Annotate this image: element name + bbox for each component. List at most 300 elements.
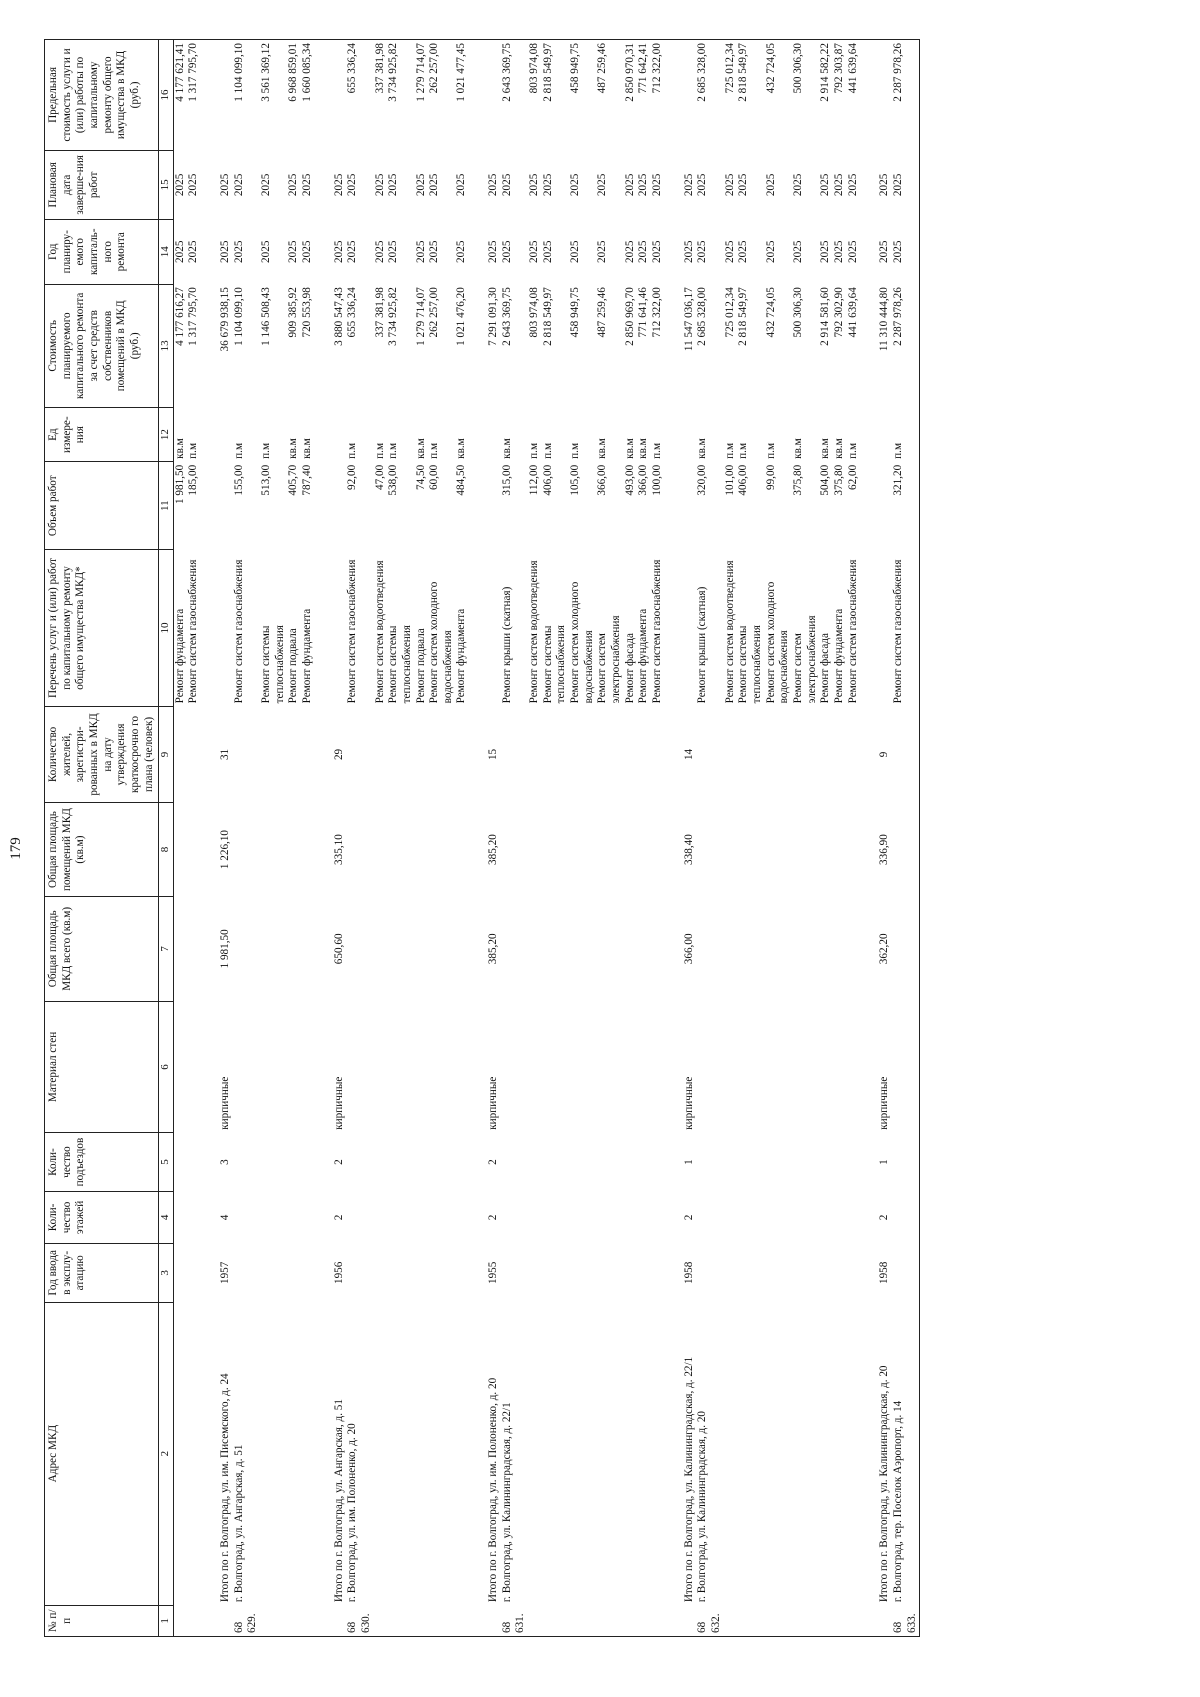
- column-header-3: Год ввода в эксплу-атацию: [45, 1244, 159, 1303]
- row-number: [455, 1605, 469, 1636]
- limit-cost: 500 306,30: [792, 40, 819, 151]
- residents: [696, 706, 723, 802]
- column-number-10: 10: [159, 550, 173, 707]
- completion-date: 2025: [373, 173, 386, 197]
- wall-material: [833, 1001, 847, 1133]
- address: Итого по г. Волгоград, ул. им. Полоненко, д. 20: [487, 1377, 500, 1603]
- total-area: [501, 897, 528, 1002]
- planned-cost: 36 679 938,15: [218, 287, 231, 352]
- residents: [765, 706, 792, 802]
- total-area: [892, 897, 920, 1002]
- planned-cost: 803 974,08: [528, 287, 541, 338]
- total-area: [624, 897, 638, 1002]
- unit: п.м: [723, 442, 736, 459]
- wall-material: кирпичные: [682, 1076, 695, 1130]
- wall-material: [301, 1001, 315, 1133]
- column-header-6: Материал стен: [45, 1001, 159, 1133]
- entrances: 2: [487, 1159, 500, 1165]
- total-area: [696, 897, 723, 1002]
- limit-cost: 2 914 582,22: [819, 40, 833, 151]
- wall-material: [892, 1001, 920, 1133]
- wall-material: кирпичные: [487, 1076, 500, 1130]
- planned-cost: 262 257,00: [428, 287, 441, 338]
- completion-date: 2025: [414, 173, 427, 197]
- column-number-row: [159, 40, 173, 1637]
- work-volume: 47,00: [373, 464, 386, 490]
- rooms-area: [637, 803, 651, 897]
- rooms-area: [569, 803, 596, 897]
- column-header-1: № п/п: [45, 1605, 159, 1636]
- page-number: 179: [8, 837, 24, 860]
- completion-date: 2025: [832, 173, 845, 197]
- residents: [173, 706, 187, 802]
- completion-date: 2025: [232, 173, 245, 197]
- total-area: 1 981,50: [218, 929, 231, 969]
- column-header-11: Объем работ: [45, 462, 159, 550]
- year-built: [596, 1244, 623, 1303]
- address: [833, 1302, 847, 1605]
- repair-year: 2025: [487, 240, 500, 263]
- planned-cost: 1 021 476,20: [455, 287, 468, 346]
- wall-material: кирпичные: [332, 1076, 345, 1130]
- address: [287, 1302, 301, 1605]
- rooms-area: [260, 803, 287, 897]
- limit-cost: 262 257,00: [428, 40, 455, 151]
- entrances: [765, 1133, 792, 1192]
- limit-cost: 6 968 859,01: [287, 40, 301, 151]
- entrances: [737, 1133, 764, 1192]
- rooms-area: [173, 803, 187, 897]
- rooms-area: [624, 803, 638, 897]
- repair-year: 2025: [651, 240, 663, 263]
- limit-cost: 2 685 328,00: [696, 40, 723, 151]
- residents: [892, 706, 920, 802]
- wall-material: [792, 1001, 819, 1133]
- rooms-area: [287, 803, 301, 897]
- planned-cost: 11 310 444,80: [878, 287, 891, 352]
- year-built: [892, 1244, 920, 1303]
- residents: [847, 706, 861, 802]
- year-built: [455, 1244, 469, 1303]
- row-number: [569, 1605, 596, 1636]
- row-number: [665, 1605, 697, 1636]
- work-type: Ремонт системы теплоснабжения: [737, 625, 763, 704]
- completion-date: 2025: [723, 173, 736, 197]
- repair-year: 2025: [596, 240, 609, 263]
- column-header-4: Коли-чество этажей: [45, 1191, 159, 1243]
- residents: [596, 706, 623, 802]
- repair-year: 2025: [173, 240, 186, 263]
- planned-cost: 720 553,98: [300, 287, 313, 338]
- work-volume: 375,80: [791, 464, 804, 496]
- year-built: [374, 1244, 388, 1303]
- completion-date: 2025: [819, 173, 832, 197]
- address: [596, 1302, 623, 1605]
- planned-cost: 337 381,98: [373, 287, 386, 338]
- floors: [287, 1191, 301, 1243]
- work-type: Ремонт систем холодного водоснабжения: [428, 581, 454, 704]
- completion-date: 2025: [500, 173, 513, 197]
- address-row: [346, 40, 373, 1637]
- work-type: Ремонт фасада: [623, 633, 636, 704]
- total-area: [819, 897, 833, 1002]
- unit: кв.м: [696, 438, 709, 459]
- limit-cost: 655 336,24: [346, 40, 373, 151]
- address: [260, 1302, 287, 1605]
- work-row: [260, 40, 287, 1637]
- unit: кв.м: [500, 438, 513, 459]
- year-built: [724, 1244, 738, 1303]
- unit: кв.м: [791, 438, 804, 459]
- work-volume: 366,00: [637, 464, 650, 496]
- floors: [455, 1191, 469, 1243]
- repair-year: 2025: [623, 240, 636, 263]
- work-type: Ремонт систем газоснабжения: [232, 559, 245, 704]
- floors: [569, 1191, 596, 1243]
- work-type: [201, 550, 233, 707]
- rooms-area: [233, 803, 260, 897]
- completion-date: 2025: [259, 173, 272, 197]
- wall-material: [637, 1001, 651, 1133]
- floors: 2: [332, 1214, 345, 1221]
- planned-cost: 712 322,00: [651, 287, 663, 338]
- rooms-area: [737, 803, 764, 897]
- unit: п.м: [232, 442, 245, 459]
- work-row: [847, 40, 861, 1637]
- floors: [428, 1191, 455, 1243]
- row-number: [287, 1605, 301, 1636]
- work-row: [569, 40, 596, 1637]
- work-row: [187, 40, 201, 1637]
- work-volume: 375,80: [832, 464, 845, 496]
- planned-cost: 3 734 925,82: [387, 287, 400, 346]
- residents: [387, 706, 414, 802]
- floors: [624, 1191, 638, 1243]
- column-number-8: 8: [159, 803, 173, 897]
- residents: 31: [218, 748, 231, 761]
- row-number: [469, 1605, 501, 1636]
- work-type: [469, 550, 501, 707]
- column-number-9: 9: [159, 706, 173, 802]
- planned-cost: 432 724,05: [764, 287, 777, 338]
- wall-material: [596, 1001, 623, 1133]
- floors: [187, 1191, 201, 1243]
- entrances: [792, 1133, 819, 1192]
- address: [455, 1302, 469, 1605]
- year-built: [287, 1244, 301, 1303]
- repair-year: 2025: [414, 240, 427, 263]
- floors: [346, 1191, 373, 1243]
- work-volume: [315, 462, 347, 550]
- floors: [765, 1191, 792, 1243]
- work-volume: 321,20: [892, 462, 920, 550]
- row-number: [860, 1605, 892, 1636]
- work-volume: 538,00: [387, 464, 400, 496]
- entrances: [187, 1133, 201, 1192]
- work-row: [737, 40, 764, 1637]
- limit-cost: 337 381,98: [374, 40, 388, 151]
- limit-cost: 3 561 369,12: [260, 40, 287, 151]
- row-number: [374, 1605, 388, 1636]
- completion-date: 2025: [764, 173, 777, 197]
- repair-year: 2025: [332, 240, 345, 263]
- year-built: [301, 1244, 315, 1303]
- row-number: [315, 1605, 347, 1636]
- unit: кв.м: [414, 438, 427, 459]
- work-row: [765, 40, 792, 1637]
- repair-year: 2025: [737, 240, 750, 263]
- rooms-area: [387, 803, 414, 897]
- rooms-area: 385,20: [487, 834, 500, 865]
- completion-date: 2025: [528, 173, 541, 197]
- row-number: 68 632.: [696, 1605, 723, 1636]
- row-number: [387, 1605, 414, 1636]
- rooms-area: [724, 803, 738, 897]
- work-volume: [201, 462, 233, 550]
- year-built: [833, 1244, 847, 1303]
- work-type: Ремонт крыши (скатная): [500, 586, 513, 704]
- row-number: [173, 1605, 187, 1636]
- planned-cost: 1 146 508,43: [259, 287, 272, 346]
- work-type: Ремонт фундамента: [300, 608, 313, 704]
- address: [542, 1302, 569, 1605]
- column-header-9: Количество жителей, зарегистри-рованных в МКД на дату утверждения краткосрочно го плана (человек): [45, 706, 159, 802]
- row-number: [651, 1605, 665, 1636]
- work-row: [651, 40, 665, 1637]
- entrances: 2: [332, 1159, 345, 1165]
- row-number: 68 631.: [501, 1605, 528, 1636]
- wall-material: [651, 1001, 665, 1133]
- address: [765, 1302, 792, 1605]
- total-area: [374, 897, 388, 1002]
- address-row: [501, 40, 528, 1637]
- planned-cost: 7 291 091,30: [487, 287, 500, 346]
- limit-cost: 1 660 085,34: [301, 40, 315, 151]
- unit: [201, 407, 233, 461]
- column-number-11: 11: [159, 462, 173, 550]
- unit: [469, 407, 501, 461]
- wall-material: [260, 1001, 287, 1133]
- unit: кв.м: [455, 438, 468, 459]
- address: [651, 1302, 665, 1605]
- unit: п.м: [259, 442, 272, 459]
- capital-repair-table: [44, 39, 920, 1637]
- completion-date: 2025: [218, 173, 231, 197]
- address: Итого по г. Волгоград, ул. Калининградская, д. 22/1: [682, 1356, 695, 1603]
- address: [737, 1302, 764, 1605]
- total-area: [301, 897, 315, 1002]
- work-type: [315, 550, 347, 707]
- wall-material: [847, 1001, 861, 1133]
- total-area: [428, 897, 455, 1002]
- entrances: [501, 1133, 528, 1192]
- planned-cost: 441 639,64: [846, 287, 859, 338]
- unit: п.м: [373, 442, 386, 459]
- limit-cost: 432 724,05: [765, 40, 792, 151]
- repair-year: 2025: [696, 240, 709, 263]
- row-number: [833, 1605, 847, 1636]
- row-number: [428, 1605, 455, 1636]
- row-number: [187, 1605, 201, 1636]
- year-built: 1956: [332, 1261, 345, 1284]
- limit-cost: 441 639,64: [847, 40, 861, 151]
- entrances: [528, 1133, 542, 1192]
- repair-year: 2025: [892, 219, 920, 284]
- limit-cost: 2 643 369,75: [501, 40, 528, 151]
- address-row: [696, 40, 723, 1637]
- work-volume: 406,00: [737, 464, 750, 496]
- work-volume: 100,00: [651, 464, 663, 496]
- entrances: 3: [218, 1159, 231, 1165]
- residents: 14: [682, 748, 695, 761]
- unit: п.м: [187, 442, 200, 459]
- completion-date: 2025: [696, 173, 709, 197]
- row-number: 68 633.: [892, 1605, 920, 1636]
- work-volume: 513,00: [259, 464, 272, 496]
- column-number-5: 5: [159, 1133, 173, 1192]
- completion-date: 2025: [455, 173, 468, 197]
- residents: [792, 706, 819, 802]
- entrances: [624, 1133, 638, 1192]
- entrances: [387, 1133, 414, 1192]
- limit-cost: 458 949,75: [569, 40, 596, 151]
- address: [624, 1302, 638, 1605]
- repair-year: 2025: [791, 240, 804, 263]
- planned-cost: 500 306,30: [791, 287, 804, 338]
- residents: 9: [878, 751, 891, 758]
- work-type: Ремонт подвала: [287, 628, 300, 704]
- entrances: [287, 1133, 301, 1192]
- year-built: [542, 1244, 569, 1303]
- work-row: [287, 40, 301, 1637]
- limit-cost: 1 317 795,70: [187, 40, 201, 151]
- floors: 2: [878, 1214, 891, 1221]
- unit: кв.м: [596, 438, 609, 459]
- work-volume: [860, 462, 892, 550]
- rooms-area: [596, 803, 623, 897]
- floors: [301, 1191, 315, 1243]
- column-number-1: 1: [159, 1605, 173, 1636]
- total-area: [528, 897, 542, 1002]
- completion-date: 2025: [892, 150, 920, 219]
- entrances: [847, 1133, 861, 1192]
- planned-cost: 1 104 099,10: [232, 287, 245, 346]
- wall-material: [765, 1001, 792, 1133]
- unit: п.м: [541, 442, 554, 459]
- completion-date: 2025: [737, 173, 750, 197]
- address: Итого по г. Волгоград, ул. Калининградская, д. 20: [878, 1365, 891, 1603]
- planned-cost: 2 643 369,75: [500, 287, 513, 346]
- rooms-area: 336,90: [878, 834, 891, 865]
- total-area: [260, 897, 287, 1002]
- unit: п.м: [764, 442, 777, 459]
- floors: [501, 1191, 528, 1243]
- residents: [415, 706, 429, 802]
- limit-cost: 712 322,00: [651, 40, 665, 151]
- floors: [596, 1191, 623, 1243]
- year-built: [765, 1244, 792, 1303]
- wall-material: [173, 1001, 187, 1133]
- year-built: [346, 1244, 373, 1303]
- work-type: Ремонт системы теплоснабжения: [387, 625, 413, 704]
- unit: п.м: [346, 442, 359, 459]
- unit: [315, 407, 347, 461]
- planned-cost: 1 279 714,07: [414, 287, 427, 346]
- work-volume: [469, 462, 501, 550]
- floors: [696, 1191, 723, 1243]
- wall-material: [724, 1001, 738, 1133]
- wall-material: [696, 1001, 723, 1133]
- address: [428, 1302, 455, 1605]
- total-area: 366,00: [682, 933, 695, 965]
- residents: [233, 706, 260, 802]
- address: [387, 1302, 414, 1605]
- limit-cost: 487 259,46: [596, 40, 623, 151]
- repair-year: 2025: [300, 240, 313, 263]
- work-type: Ремонт систем электроснабжения: [596, 615, 623, 704]
- row-number: [201, 1605, 233, 1636]
- column-number-12: 12: [159, 407, 173, 461]
- row-number: [847, 1605, 861, 1636]
- planned-cost: 2 287 978,26: [892, 284, 920, 407]
- unit: п.м: [387, 442, 400, 459]
- floors: [833, 1191, 847, 1243]
- planned-cost: 655 336,24: [346, 287, 359, 338]
- column-header-14: Год планиру-емого капиталь-ного ремонта: [45, 219, 159, 284]
- limit-cost: 2 850 970,31: [624, 40, 638, 151]
- address: Итого по г. Волгоград, ул. Ангарская, д. 51: [332, 1399, 345, 1603]
- residents: [287, 706, 301, 802]
- completion-date: 2025: [791, 173, 804, 197]
- address-row: [233, 40, 260, 1637]
- rooms-area: [455, 803, 469, 897]
- total-area: [833, 897, 847, 1002]
- entrances: [346, 1133, 373, 1192]
- work-type: Ремонт систем холодного водоснабжения: [764, 581, 791, 704]
- work-row: [792, 40, 819, 1637]
- address: [301, 1302, 315, 1605]
- year-built: 1958: [878, 1261, 891, 1284]
- planned-cost: 909 385,92: [287, 287, 300, 338]
- year-built: [501, 1244, 528, 1303]
- address: [374, 1302, 388, 1605]
- floors: [892, 1191, 920, 1243]
- column-number-2: 2: [159, 1302, 173, 1605]
- year-built: [624, 1244, 638, 1303]
- column-number-4: 4: [159, 1191, 173, 1243]
- work-type: Ремонт фасада: [819, 633, 832, 704]
- unit: [860, 407, 892, 461]
- total-area: [737, 897, 764, 1002]
- wall-material: [374, 1001, 388, 1133]
- residents: [260, 706, 287, 802]
- completion-date: 2025: [487, 173, 500, 197]
- address: Итого по г. Волгоград, ул. им. Писемского, д. 24: [218, 1373, 231, 1603]
- floors: [233, 1191, 260, 1243]
- repair-year: 2025: [232, 240, 245, 263]
- repair-year: 2025: [878, 240, 891, 263]
- entrances: [569, 1133, 596, 1192]
- work-type: Ремонт систем водоотведения: [373, 560, 386, 704]
- work-type: Ремонт систем газоснабжения: [892, 550, 920, 707]
- total-area: [765, 897, 792, 1002]
- work-volume: 406,00: [541, 464, 554, 496]
- address: [528, 1302, 542, 1605]
- row-number: [737, 1605, 764, 1636]
- repair-year: 2025: [187, 240, 200, 263]
- work-type: Ремонт крыши (скатная): [696, 586, 709, 704]
- limit-cost: [860, 40, 892, 151]
